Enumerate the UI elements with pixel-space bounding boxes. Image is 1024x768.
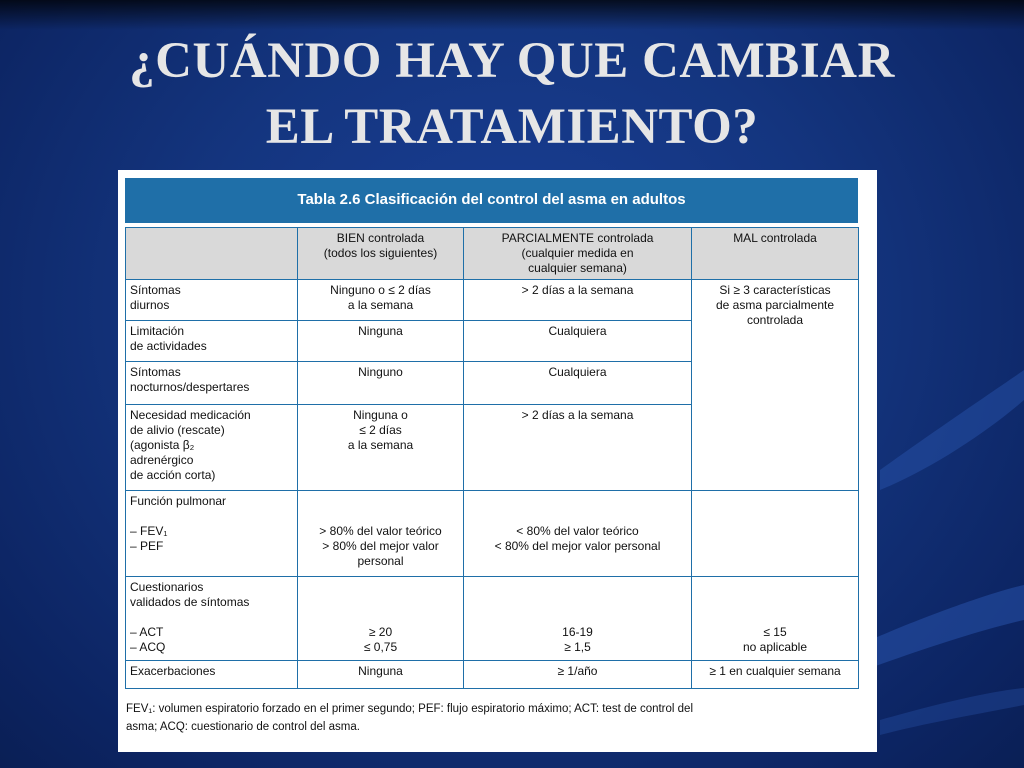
table-row-sintomas-diurnos xyxy=(126,280,859,321)
table-header-row xyxy=(126,228,859,280)
cell-parcial: < 80% del valor teórico < 80% del mejor valor personal xyxy=(464,491,692,577)
cell-bien: Ninguna o ≤ 2 días a la semana xyxy=(298,405,464,491)
row-label: Limitación de actividades xyxy=(126,321,298,362)
header-parcialmente-controlada: PARCIALMENTE controlada (cualquier medida en cualquier semana) xyxy=(464,228,692,280)
row-label: Necesidad medicación de alivio (rescate) (agonista β₂ adrenérgico de acción corta) xyxy=(126,405,298,491)
cell-mal: ≤ 15 no aplicable xyxy=(692,577,859,661)
table-image xyxy=(118,170,877,752)
row-label: Exacerbaciones xyxy=(126,661,298,689)
table-footnote: FEV₁: volumen espiratorio forzado en el primer segundo; PEF: flujo espiratorio máximo; ACT: test de control del asma; ACQ: cuestionario de control del asma. xyxy=(126,703,694,733)
cell-bien: Ninguna xyxy=(298,321,464,362)
cell-parcial: > 2 días a la semana xyxy=(464,280,692,321)
table-row-cuestionarios xyxy=(126,577,859,661)
header-mal-controlada: MAL controlada xyxy=(692,228,859,280)
table-row-funcion-pulmonar xyxy=(126,491,859,577)
cell-parcial: Cualquiera xyxy=(464,321,692,362)
cell-bien: Ninguno o ≤ 2 días a la semana xyxy=(298,280,464,321)
slide-title-line-2: EL TRATAMIENTO? xyxy=(265,99,759,155)
table-row-exacerbaciones xyxy=(126,661,859,689)
table-caption: Tabla 2.6 Clasificación del control del asma en adultos xyxy=(125,178,858,223)
cell-mal xyxy=(692,491,859,577)
slide-title-line-1: ¿CUÁNDO HAY QUE CAMBIAR xyxy=(129,33,895,89)
cell-mal: ≥ 1 en cualquier semana xyxy=(692,661,859,689)
slide-title xyxy=(0,28,1024,160)
row-label: Síntomas diurnos xyxy=(126,280,298,321)
row-label: Síntomas nocturnos/despertares xyxy=(126,362,298,405)
header-empty-cell xyxy=(126,228,298,280)
row-label: Cuestionarios validados de síntomas – ACT – ACQ xyxy=(126,577,298,661)
row-label: Función pulmonar – FEV₁ – PEF xyxy=(126,491,298,577)
cell-bien: Ninguna xyxy=(298,661,464,689)
cell-mal-merged: Si ≥ 3 características de asma parcialmente controlada xyxy=(692,280,859,491)
asthma-control-table xyxy=(125,227,859,689)
cell-bien: ≥ 20 ≤ 0,75 xyxy=(298,577,464,661)
cell-parcial: > 2 días a la semana xyxy=(464,405,692,491)
header-bien-controlada: BIEN controlada (todos los siguientes) xyxy=(298,228,464,280)
cell-bien: > 80% del valor teórico > 80% del mejor valor personal xyxy=(298,491,464,577)
cell-parcial: Cualquiera xyxy=(464,362,692,405)
cell-parcial: ≥ 1/año xyxy=(464,661,692,689)
cell-parcial: 16-19 ≥ 1,5 xyxy=(464,577,692,661)
cell-bien: Ninguno xyxy=(298,362,464,405)
